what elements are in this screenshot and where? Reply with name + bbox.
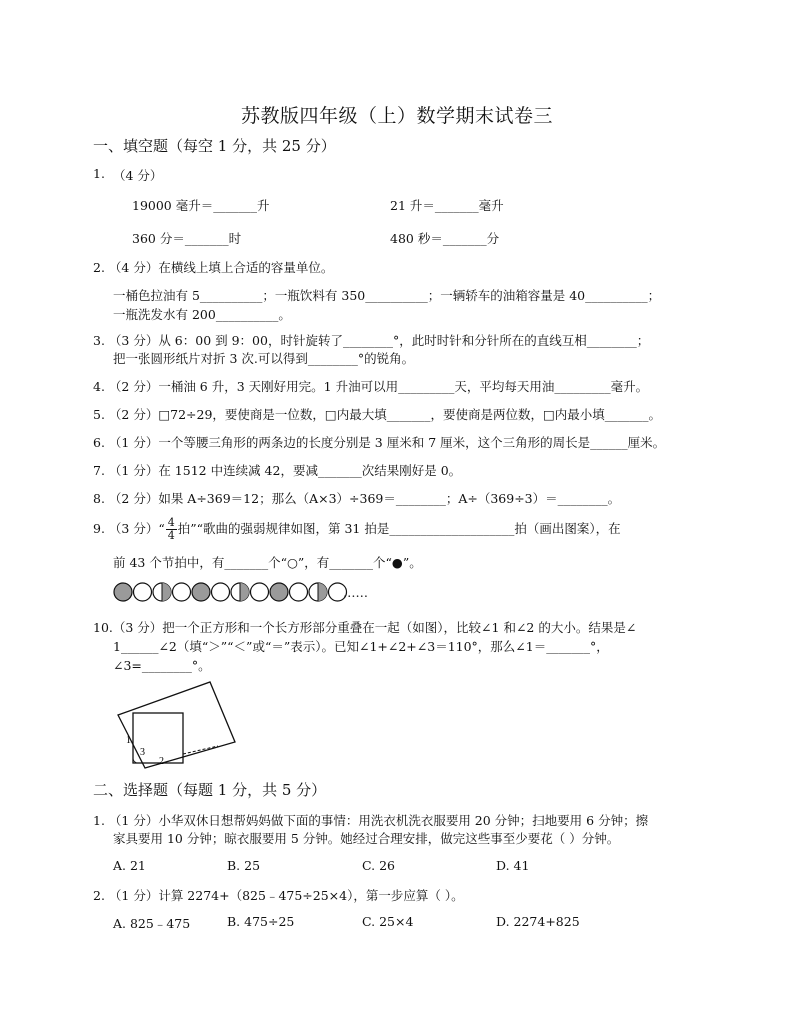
beat-circle-empty xyxy=(212,583,230,601)
q2-line-3: 一瓶洗发水有 200__________。 xyxy=(113,307,291,322)
s2-q1-option-b: B. 25 xyxy=(227,858,261,873)
q7-text: 7. （1 分）在 1512 中连续减 42，要减_______次结果刚好是 0。 xyxy=(93,463,462,478)
page-title: 苏教版四年级（上）数学期末试卷三 xyxy=(241,105,554,127)
section-1-heading: 一、填空题（每空 1 分，共 25 分） xyxy=(93,137,336,155)
section-2-heading: 二、选择题（每题 1 分，共 5 分） xyxy=(93,781,327,799)
s2-q1-line-2: 家具要用 10 分钟；晾衣服要用 5 分钟。她经过合理安排，做完这些事至少要花（ ）分钟。 xyxy=(113,831,620,846)
beat-circle-empty xyxy=(134,583,152,601)
q9-prefix: 9. （3 分）“ xyxy=(93,521,165,536)
q1-item-c: 360 分＝_______时 xyxy=(132,231,242,246)
q10-dashed-line xyxy=(183,746,218,754)
q9-line-2: 前 43 个节拍中，有_______个“○”，有_______个“●”。 xyxy=(113,555,422,570)
q10-line-3: ∠3=________°。 xyxy=(113,658,211,673)
q1-item-a: 19000 毫升＝_______升 xyxy=(132,198,270,213)
s2-q2-option-a: A. 825﹣475 xyxy=(113,916,191,931)
s2-q1-option-d: D. 41 xyxy=(496,858,530,873)
beat-circle-empty xyxy=(251,583,269,601)
beat-circle-half xyxy=(309,583,327,601)
beat-circle-full xyxy=(270,583,288,601)
q2-line-1: 2. （4 分）在横线上填上合适的容量单位。 xyxy=(93,260,334,275)
q10-angle-1-label: 1 xyxy=(126,735,131,746)
q5-text: 5. （2 分）□72÷29，要使商是一位数，□内最大填_______，要使商是两位数，□内最小填_______。 xyxy=(93,407,662,422)
q10-rectangle xyxy=(118,682,235,768)
beat-circle-full xyxy=(114,583,132,601)
q8-text: 8. （2 分）如果 A÷369＝12；那么（A×3）÷369＝________；A÷（369÷3）＝________。 xyxy=(93,491,621,506)
q9-mid: 拍”“歌曲的强弱规律如图，第 31 拍是____________________拍（画出图案），在 xyxy=(177,521,621,536)
beat-circle-empty xyxy=(290,583,308,601)
s2-q2-line-1: 2. （1 分）计算 2274+（825﹣475÷25×4），第一步应算（ ）。 xyxy=(93,888,464,903)
q10-angle-2-label: 2 xyxy=(159,756,164,767)
q10-figure xyxy=(112,680,237,770)
q10-angle-arc xyxy=(133,758,138,763)
s2-q2-option-c: C. 25×4 xyxy=(362,914,414,929)
s2-q1-option-a: A. 21 xyxy=(113,858,146,873)
q6-text: 6. （1 分）一个等腰三角形的两条边的长度分别是 3 厘米和 7 厘米，这个三角形的周长是______厘米。 xyxy=(93,435,666,450)
s2-q1-line-1: 1. （1 分）小华双休日想帮妈妈做下面的事情：用洗衣机洗衣服要用 20 分钟；扫地要用 6 分钟；擦 xyxy=(93,813,649,828)
q1-number: 1. xyxy=(93,166,105,181)
q3-line-2: 把一张圆形纸片对折 3 次.可以得到________°的锐角。 xyxy=(113,351,415,366)
q9-ellipsis: …… xyxy=(343,585,368,600)
beat-circle-half xyxy=(153,583,171,601)
s2-q1-option-c: C. 26 xyxy=(362,858,395,873)
q9-frac-numerator: 4 xyxy=(167,516,175,529)
beat-circle-empty xyxy=(173,583,191,601)
q1-item-b: 21 升＝_______毫升 xyxy=(390,198,504,213)
q10-line-2: 1______∠2（填“＞”“＜”或“＝”表示）。已知∠1+∠2+∠3＝110°，那么∠1＝_______°， xyxy=(113,639,609,654)
q10-angle-3-label: 3 xyxy=(140,747,145,758)
q1-item-d: 480 秒＝_______分 xyxy=(390,231,500,246)
s2-q2-option-d: D. 2274+825 xyxy=(496,914,580,929)
q9-beat-pattern xyxy=(113,580,373,604)
q3-line-1: 3. （3 分）从 6：00 到 9：00，时针旋转了________°，此时时针和分针所在的直线互相________； xyxy=(93,333,650,348)
q1-points: （4 分） xyxy=(113,168,163,183)
q4-text: 4. （2 分）一桶油 6 升，3 天刚好用完。1 升油可以用_________天，平均每天用油_________毫升。 xyxy=(93,379,649,394)
q2-line-2: 一桶色拉油有 5__________；一瓶饮料有 350__________；一辆轿车的油箱容量是 40__________； xyxy=(113,288,661,303)
q10-line-1: 10.（3 分）把一个正方形和一个长方形部分重叠在一起（如图），比较∠1 和∠2 的大小。结果是∠ xyxy=(93,620,637,635)
beat-circle-half xyxy=(231,583,249,601)
beat-circle-full xyxy=(192,583,210,601)
q9-time-signature xyxy=(166,517,177,542)
q9-line-1 xyxy=(93,517,621,542)
s2-q2-option-b: B. 475÷25 xyxy=(227,914,295,929)
q9-frac-denominator: 4 xyxy=(167,529,175,542)
